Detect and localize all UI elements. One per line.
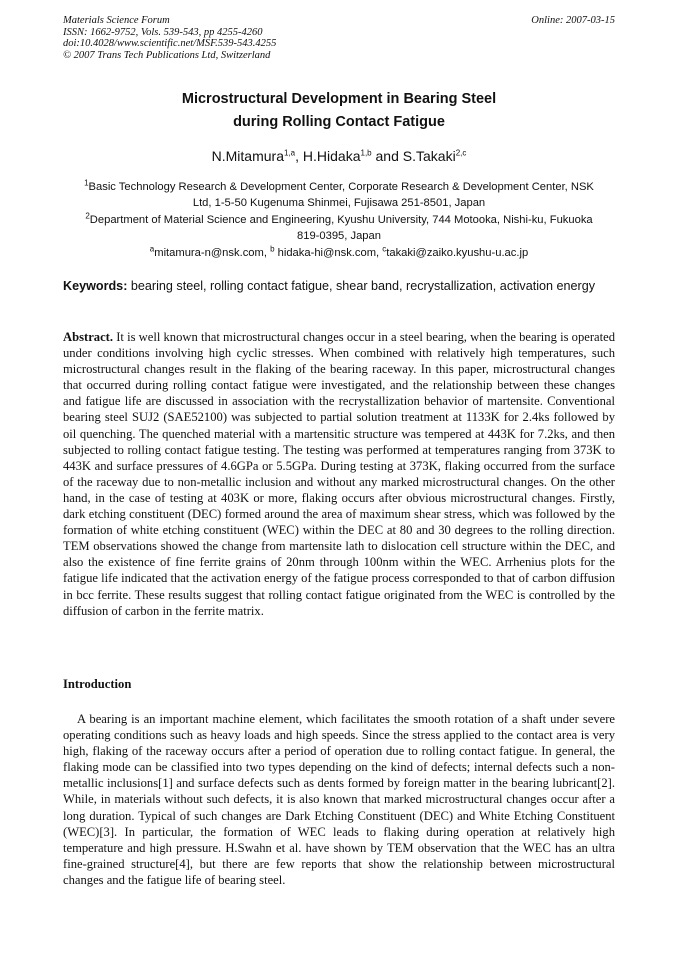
- paper-title: [63, 88, 615, 134]
- introduction-paragraph: A bearing is an important machine element, which facilitates the smooth rotation of a shaft under severe operating conditions such as heavy loads and high speeds. Since the stress applied to the contact area is very high, flaking of the raceway occurs after a period of operation due to rolling contact fatigue. In general, the flaking mode can be classified into two types depending on the kind of defects; internal defects such a non-metallic inclusions[1] and surface defects such as dents formed by foreign matter in the bearing lubricant[2]. While, in materials without such defects, it is also known that marked microstructural changes occur after a long duration. Typical of such changes are Dark Etching Constituent (DEC) and White Etching Constituent (WEC)[3]. In particular, the formation of WEC leads to flaking during operation at relatively high temperature and high pressure. H.Swahn et al. have shown by TEM observation that the WEC has an ultra fine-grained structure[4], but there are few reports that show the relationship between microstructural changes and the fatigue life of bearing steel.: [63, 712, 615, 887]
- keywords-label: Keywords:: [63, 279, 128, 293]
- affiliation-1-line-1: Basic Technology Research & Development Center, Corporate Research & Development Center, NSK: [88, 181, 594, 193]
- issn-line: ISSN: 1662-9752, Vols. 539-543, pp 4255-4260: [63, 26, 263, 38]
- journal-header: [63, 15, 615, 61]
- author-list: [63, 148, 615, 164]
- affiliation-1-sup: 1: [84, 178, 89, 188]
- email-line: [63, 245, 615, 261]
- affiliation-2-line-1: Department of Material Science and Engineering, Kyushu University, 744 Motooka, Nishi-ku, Fukuoka: [89, 214, 593, 226]
- affiliation-2: [63, 212, 615, 244]
- author-2: H.Hidaka: [302, 148, 361, 164]
- author-1: N.Mitamura: [211, 148, 284, 164]
- abstract-text: It is well known that microstructural changes occur in a steel bearing, when the bearing is operated under conditions involving high cyclic stresses. When combined with relatively high temperatures, such microstructural changes result in the flaking of the bearing raceway. In this paper, microstructural changes that occurred during rolling contact fatigue were investigated, and the relationship between these changes and fatigue life are discussed in association with the recrystallization behavior of martensite. Conventional bearing steel SUJ2 (SAE52100) was subjected to partial solution treatment at 1133K for 2.4ks followed by oil quenching. The quenched material with a martensitic structure was tempered at 443K for 7.2ks, and then subjected to rolling contact fatigue testing. The testing was performed at temperatures ranging from 373K to 443K and surface pressures of 4.6GPa or 5.5GPa. During testing at 373K, flaking occurred from the surface of the raceway due to non-metallic inclusion and without any marked microstructural changes. On the other hand, in the case of testing at 403K or more, flaking occurs after obvious microstructural changes. Firstly, dark etching constituent (DEC) formed around the area of maximum shear stress, which was followed by the formation of white etching constituent (WEC) within the DEC at 80 and 30 degrees to the rolling direction. TEM observations showed the change from martensite lath to dislocation cell structure within the DEC, and also the existence of fine ferrite grains of 20nm through 100nm within the WEC. Arrhenius plots for the fatigue life indicated that the activation energy of the fatigue process corresponded to that of carbon diffusion in bcc ferrite. These results suggest that rolling contact fatigue originated from the WEC is controlled by the diffusion of carbon in the ferrite matrix.: [63, 330, 615, 618]
- keywords-text: bearing steel, rolling contact fatigue, shear band, recrystallization, activation energy: [127, 279, 596, 293]
- copyright-line: © 2007 Trans Tech Publications Ltd, Switzerland: [63, 49, 271, 61]
- keywords: [63, 278, 615, 294]
- affiliation-2-line-2: 819-0395, Japan: [297, 230, 381, 242]
- online-date: Online: 2007-03-15: [531, 15, 615, 26]
- author-2-sup: 1,b: [360, 148, 372, 158]
- affiliation-1-line-2: Ltd, 1-5-50 Kugenuma Shinmei, Fujisawa 251-8501, Japan: [192, 197, 486, 209]
- affiliation-2-sup: 2: [85, 211, 90, 221]
- email-a-sup: a: [149, 244, 155, 254]
- email-c: takaki@zaiko.kyushu-u.ac.jp: [386, 247, 529, 259]
- introduction-heading: Introduction: [63, 677, 132, 691]
- email-b: hidaka-hi@nsk.com,: [274, 247, 383, 259]
- title-line-1: Microstructural Development in Bearing Steel: [181, 91, 497, 107]
- affiliation-1: [63, 179, 615, 211]
- author-3-sup: 2,c: [455, 148, 467, 158]
- journal-name: Materials Science Forum: [63, 15, 170, 26]
- author-1-sup: 1,a: [284, 148, 296, 158]
- author-separator: ,: [295, 148, 303, 164]
- email-c-sup: c: [382, 244, 387, 254]
- email-b-sup: b: [270, 244, 275, 254]
- abstract: [63, 329, 615, 619]
- doi-line: doi:10.4028/www.scientific.net/MSF.539-543.4255: [63, 38, 277, 50]
- abstract-label: Abstract.: [63, 330, 114, 344]
- author-3: S.Takaki: [402, 148, 456, 164]
- title-line-2: during Rolling Contact Fatigue: [233, 114, 445, 130]
- email-a: mitamura-n@nsk.com,: [154, 247, 271, 259]
- author-separator: and: [371, 148, 403, 164]
